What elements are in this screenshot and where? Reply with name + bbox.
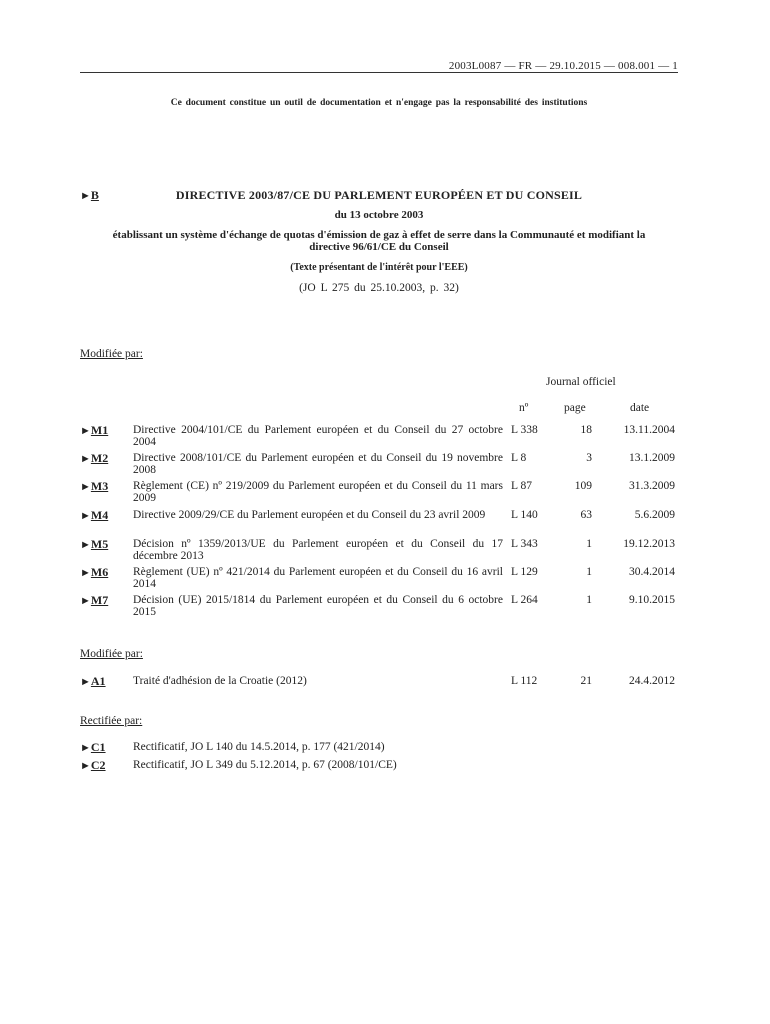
journal-page: 109 xyxy=(574,480,592,492)
journal-date: 13.1.2009 xyxy=(629,452,675,464)
triangle-marker-icon: ► xyxy=(80,481,91,493)
triangle-marker-icon: ► xyxy=(80,742,91,754)
triangle-marker-icon: ► xyxy=(80,595,91,607)
journal-date: 9.10.2015 xyxy=(629,594,675,606)
section-label-corrected: Rectifiée par: xyxy=(80,715,143,727)
amendment-description: Directive 2009/29/CE du Parlement européen et du Conseil du 23 avril 2009 xyxy=(133,509,486,521)
journal-date: 31.3.2009 xyxy=(629,480,675,492)
triangle-marker-icon: ► xyxy=(80,567,91,579)
document-reference-code: 2003L0087 — FR — 29.10.2015 — 008.001 — 1 xyxy=(448,60,678,72)
marker-m5-link[interactable]: ►M5 xyxy=(80,537,109,551)
marker-m3-link[interactable]: ►M3 xyxy=(80,479,109,493)
column-header-num: nº xyxy=(519,402,529,414)
amendment-row-m5 xyxy=(80,539,678,567)
journal-page: 63 xyxy=(580,509,592,521)
triangle-marker-icon: ► xyxy=(80,676,91,688)
journal-number: L 129 xyxy=(511,566,538,578)
journal-date: 30.4.2014 xyxy=(629,566,675,578)
journal-page: 1 xyxy=(586,538,592,550)
amendment-row-m6 xyxy=(80,567,678,595)
amendment-description: Directive 2004/101/CE du Parlement européen et du Conseil du 27 octobre 2004 xyxy=(133,424,503,448)
corrigendum-row-c1 xyxy=(80,742,678,758)
journal-number: L 140 xyxy=(511,509,538,521)
document-subtitle: établissant un système d'échange de quotas d'émission de gaz à effet de serre dans la Communauté et modifiant la directive 96/61/CE du Conseil xyxy=(112,229,646,253)
amendment-row-m4 xyxy=(80,510,678,538)
journal-date: 13.11.2004 xyxy=(623,424,675,436)
amendment-description: Décision nº 1359/2013/UE du Parlement européen et du Conseil du 17 décembre 2013 xyxy=(133,538,503,562)
journal-page: 1 xyxy=(586,566,592,578)
triangle-marker-icon: ► xyxy=(80,453,91,465)
accession-description: Traité d'adhésion de la Croatie (2012) xyxy=(133,675,307,687)
accession-row-a1 xyxy=(80,676,678,704)
triangle-marker-icon: ► xyxy=(80,760,91,772)
marker-code: B xyxy=(90,188,99,202)
corrigendum-description: Rectificatif, JO L 349 du 5.12.2014, p. 67 (2008/101/CE) xyxy=(133,759,397,771)
section-label-modified-accession: Modifiée par: xyxy=(80,648,143,660)
amendment-description: Décision (UE) 2015/1814 du Parlement européen et du Conseil du 6 octobre 2015 xyxy=(133,594,503,618)
marker-m2-link[interactable]: ►M2 xyxy=(80,451,109,465)
journal-date: 24.4.2012 xyxy=(629,675,675,687)
amendment-row-m3 xyxy=(80,481,678,509)
marker-c1-link[interactable]: ►C1 xyxy=(80,740,106,754)
journal-page: 3 xyxy=(586,452,592,464)
amendment-description: Règlement (CE) nº 219/2009 du Parlement européen et du Conseil du 11 mars 2009 xyxy=(133,480,503,504)
amendment-description: Règlement (UE) nº 421/2014 du Parlement européen et du Conseil du 16 avril 2014 xyxy=(133,566,503,590)
marker-m6-link[interactable]: ►M6 xyxy=(80,565,109,579)
amendment-row-m1 xyxy=(80,425,678,453)
amendment-row-m2 xyxy=(80,453,678,481)
triangle-marker-icon: ► xyxy=(80,425,91,437)
official-journal-reference: (JO L 275 du 25.10.2003, p. 32) xyxy=(299,282,459,294)
journal-number: L 87 xyxy=(511,480,532,492)
section-label-modified: Modifiée par: xyxy=(80,348,143,360)
journal-page: 1 xyxy=(586,594,592,606)
triangle-marker-icon: ► xyxy=(80,190,91,202)
triangle-marker-icon: ► xyxy=(80,539,91,551)
triangle-marker-icon: ► xyxy=(80,510,91,522)
marker-m4-link[interactable]: ►M4 xyxy=(80,508,109,522)
corrigendum-description: Rectificatif, JO L 140 du 14.5.2014, p. 177 (421/2014) xyxy=(133,741,385,753)
column-header-page: page xyxy=(564,402,586,414)
journal-date: 5.6.2009 xyxy=(634,509,675,521)
journal-number: L 112 xyxy=(511,675,538,687)
journal-number: L 338 xyxy=(511,424,538,436)
column-header-date: date xyxy=(630,402,650,414)
marker-m1-link[interactable]: ►M1 xyxy=(80,423,109,437)
journal-page: 18 xyxy=(580,424,592,436)
journal-date: 19.12.2013 xyxy=(623,538,675,550)
amendment-description: Directive 2008/101/CE du Parlement européen et du Conseil du 19 novembre 2008 xyxy=(133,452,503,476)
corrigendum-row-c2 xyxy=(80,760,678,776)
journal-officiel-header: Journal officiel xyxy=(546,376,616,388)
marker-m7-link[interactable]: ►M7 xyxy=(80,593,109,607)
journal-page: 21 xyxy=(580,675,592,687)
marker-a1-link[interactable]: ►A1 xyxy=(80,674,106,688)
header-rule xyxy=(80,72,678,73)
marker-c2-link[interactable]: ►C2 xyxy=(80,758,106,772)
journal-number: L 264 xyxy=(511,594,538,606)
document-title: DIRECTIVE 2003/87/CE DU PARLEMENT EUROPÉEN ET DU CONSEIL xyxy=(175,188,583,202)
journal-number: L 343 xyxy=(511,538,538,550)
document-date: du 13 octobre 2003 xyxy=(334,209,424,221)
disclaimer: Ce document constitue un outil de documentation et n'engage pas la responsabilité des institutions xyxy=(170,98,588,108)
amendment-row-m7 xyxy=(80,595,678,623)
eee-relevance-note: (Texte présentant de l'intérêt pour l'EEE) xyxy=(290,262,468,273)
journal-number: L 8 xyxy=(511,452,527,464)
